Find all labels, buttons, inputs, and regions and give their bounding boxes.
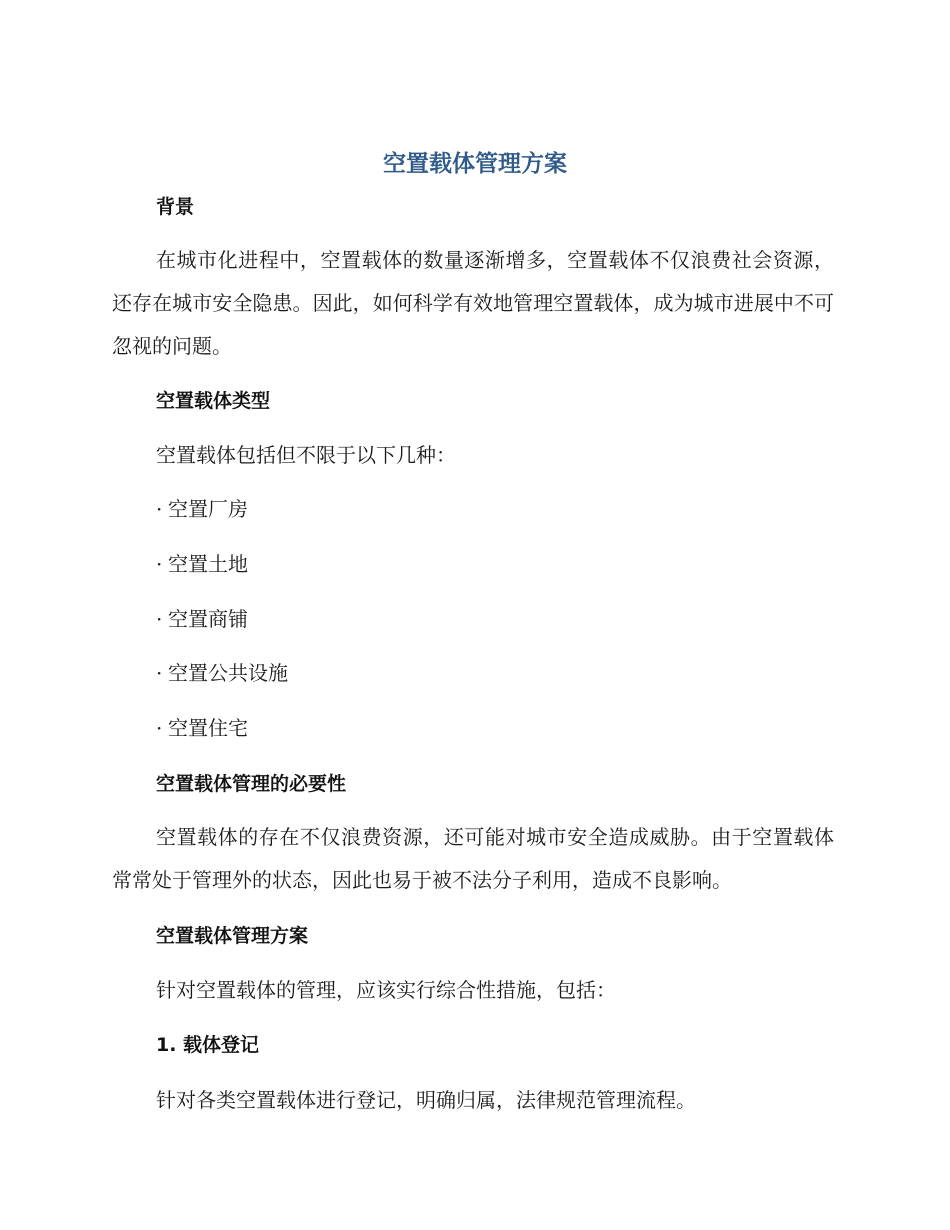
list-item [156, 548, 248, 580]
heading-necessity: 空置载体管理的必要性 [156, 773, 347, 795]
heading-background: 背景 [156, 196, 195, 218]
list-item [156, 657, 288, 689]
plan-intro: 针对空置载体的管理，应该实行综合性措施，包括： [156, 978, 616, 1002]
list-item-label: 空置公共设施 [168, 661, 288, 685]
list-item [156, 712, 248, 744]
list-item [156, 493, 248, 525]
list-item-label: 空置土地 [168, 552, 248, 576]
heading-plan: 空置载体管理方案 [156, 925, 309, 947]
list-item-label: 空置厂房 [168, 497, 248, 521]
document-title: 空置载体管理方案 [383, 151, 567, 177]
list-item-label: 空置商铺 [168, 607, 248, 631]
bullet-dot: · [156, 497, 163, 521]
bullet-dot: · [156, 716, 163, 740]
list-item [156, 603, 248, 635]
bullet-dot: · [156, 661, 163, 685]
heading-types: 空置载体类型 [156, 390, 271, 412]
types-intro: 空置载体包括但不限于以下几种： [156, 443, 456, 467]
heading-step-1: 1. 载体登记 [156, 1034, 260, 1056]
paragraph-step-1: 针对各类空置载体进行登记，明确归属，法律规范管理流程。 [156, 1088, 696, 1112]
list-item-label: 空置住宅 [168, 716, 248, 740]
bullet-dot: · [156, 552, 163, 576]
paragraph-necessity: 空置载体的存在不仅浪费资源，还可能对城市安全造成威胁。由于空置载体常常处于管理外的状态，因此也易于被不法分子利用，造成不良影响。 [112, 825, 834, 892]
paragraph-background: 在城市化进程中，空置载体的数量逐渐增多，空置载体不仅浪费社会资源，还存在城市安全隐患。因此，如何科学有效地管理空置载体，成为城市进展中不可忽视的问题。 [112, 248, 834, 358]
bullet-dot: · [156, 607, 163, 631]
